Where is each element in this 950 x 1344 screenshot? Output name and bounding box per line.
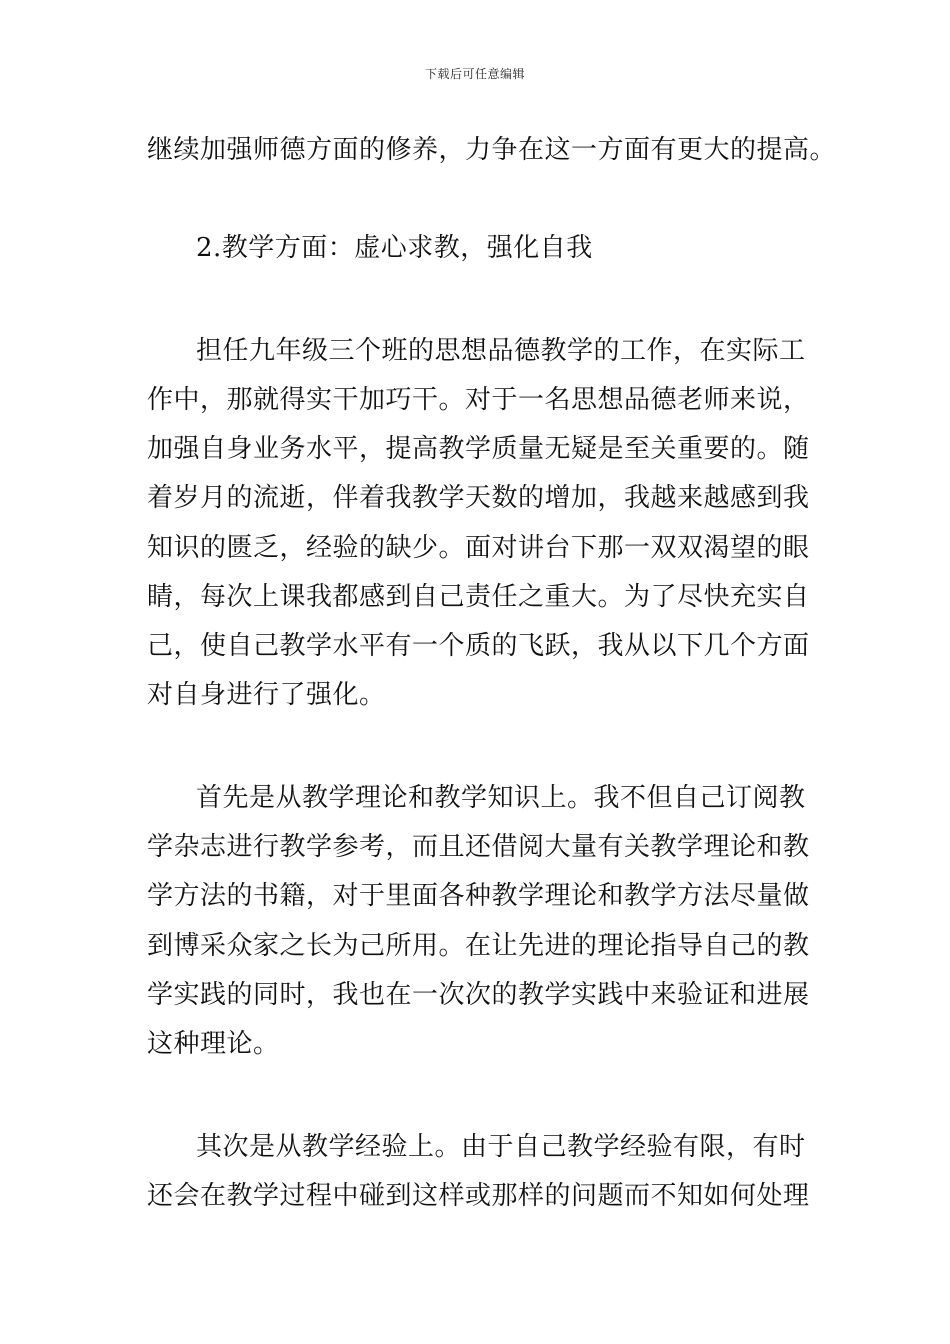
- paragraph-line: 还会在教学过程中碰到这样或那样的问题而不知如何处理: [147, 1181, 810, 1211]
- paragraph-line: 知识的匮乏，经验的缺少。面对讲台下那一双双渴望的眼: [147, 533, 810, 563]
- paragraph-line: 加强自身业务水平，提高教学质量无疑是至关重要的。随: [147, 434, 810, 464]
- paragraph-line: 作中，那就得实干加巧干。对于一名思想品德老师来说，: [147, 385, 810, 415]
- paragraph-line: 到博采众家之长为己所用。在让先进的理论指导自己的教: [147, 931, 810, 961]
- paragraph-line: 学方法的书籍，对于里面各种教学理论和教学方法尽量做: [147, 881, 810, 911]
- paragraph-line: 继续加强师德方面的修养，力争在这一方面有更大的提高。: [147, 135, 837, 165]
- paragraph-line: 睛，每次上课我都感到自己责任之重大。为了尽快充实自: [147, 582, 810, 612]
- paragraph-line: 担任九年级三个班的思想品德教学的工作，在实际工: [196, 336, 806, 366]
- paragraph-line: 学杂志进行教学参考，而且还借阅大量有关教学理论和教: [147, 832, 810, 862]
- paragraph-line: 其次是从教学经验上。由于自己教学经验有限，有时: [196, 1132, 806, 1162]
- paragraph-line: 学实践的同时，我也在一次次的教学实践中来验证和进展: [147, 980, 810, 1010]
- paragraph-line: 对自身进行了强化。: [147, 680, 386, 710]
- paragraph-line: 这种理论。: [147, 1029, 280, 1059]
- paragraph-line: 己，使自己教学水平有一个质的飞跃，我从以下几个方面: [147, 631, 810, 661]
- section-heading: 2.教学方面：虚心求教，强化自我: [196, 233, 593, 263]
- paragraph-line: 首先是从教学理论和教学知识上。我不但自己订阅教: [196, 783, 806, 813]
- page-header-note: 下载后可任意编辑: [424, 67, 525, 81]
- paragraph-line: 着岁月的流逝，伴着我教学天数的增加，我越来越感到我: [147, 483, 810, 513]
